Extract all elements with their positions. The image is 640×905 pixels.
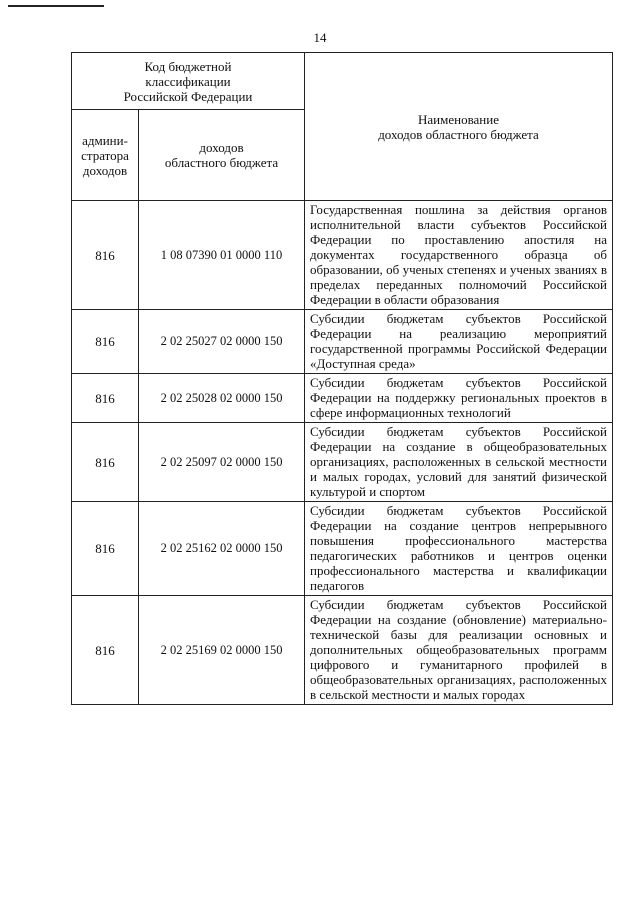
table-row <box>72 310 613 374</box>
income-code-cell: 1 08 07390 01 0000 110 <box>139 201 305 310</box>
header-admin-line3: доходов <box>82 162 128 178</box>
header-admin-line1: админи- <box>82 132 128 148</box>
admin-code-cell: 816 <box>72 423 139 502</box>
income-name-cell: Субсидии бюджетам субъектов Российской Федерации на реализацию мероприятий государственной программы Российской Федерации «Доступная среда» <box>305 310 613 374</box>
income-code-cell: 2 02 25028 02 0000 150 <box>139 374 305 423</box>
header-admin-line2: стратора <box>81 147 129 163</box>
header-code-group <box>72 53 305 110</box>
income-name-cell: Субсидии бюджетам субъектов Российской Федерации на создание центров непрерывного повышения профессионального мастерства педагогических работников и центров оценки профессионального мастерства и квалификации педагогов <box>305 502 613 596</box>
income-code-cell: 2 02 25097 02 0000 150 <box>139 423 305 502</box>
income-name-cell: Субсидии бюджетам субъектов Российской Федерации на создание в общеобразовательных организациях, расположенных в сельской местности и малых городах, условий для занятий физической культурой и спортом <box>305 423 613 502</box>
income-name-cell: Субсидии бюджетам субъектов Российской Федерации на поддержку региональных проектов в сфере информационных технологий <box>305 374 613 423</box>
admin-code-cell: 816 <box>72 310 139 374</box>
header-code-group-line2: классификации <box>145 73 231 89</box>
income-name-cell: Государственная пошлина за действия органов исполнительной власти субъектов Российской Федерации по проставлению апостиля на документах государственного образца об образовании, об ученых степенях и ученых званиях в пределах переданных полномочий Российской Федерации в области образования <box>305 201 613 310</box>
table-row <box>72 201 613 310</box>
header-income-line2: областного бюджета <box>164 155 279 170</box>
budget-classification-table <box>71 52 613 705</box>
header-code-group-line1: Код бюджетной <box>144 58 232 74</box>
income-code-cell: 2 02 25162 02 0000 150 <box>139 502 305 596</box>
table-row <box>72 596 613 705</box>
income-name-cell: Субсидии бюджетам субъектов Российской Федерации на создание (обновление) материально-технической базы для реализации основных и дополнительных общеобразовательных программ цифрового и гуманитарного профилей в общеобразовательных организациях, расположенных в сельской местности и малых городах <box>305 596 613 705</box>
header-admin <box>72 110 139 201</box>
table-row <box>72 423 613 502</box>
header-name-line1: Наименование <box>418 111 499 127</box>
top-rule <box>8 5 104 7</box>
header-row-top <box>72 53 613 110</box>
table-row <box>72 374 613 423</box>
table-row <box>72 502 613 596</box>
admin-code-cell: 816 <box>72 201 139 310</box>
income-code-cell: 2 02 25027 02 0000 150 <box>139 310 305 374</box>
admin-code-cell: 816 <box>72 374 139 423</box>
admin-code-cell: 816 <box>72 502 139 596</box>
header-name-line2: доходов областного бюджета <box>378 126 539 142</box>
header-income-line1: доходов <box>199 140 244 155</box>
header-name <box>305 53 613 201</box>
header-income <box>139 110 305 201</box>
admin-code-cell: 816 <box>72 596 139 705</box>
income-code-cell: 2 02 25169 02 0000 150 <box>139 596 305 705</box>
header-code-group-line3: Российской Федерации <box>123 88 253 104</box>
page-number: 14 <box>313 30 327 45</box>
